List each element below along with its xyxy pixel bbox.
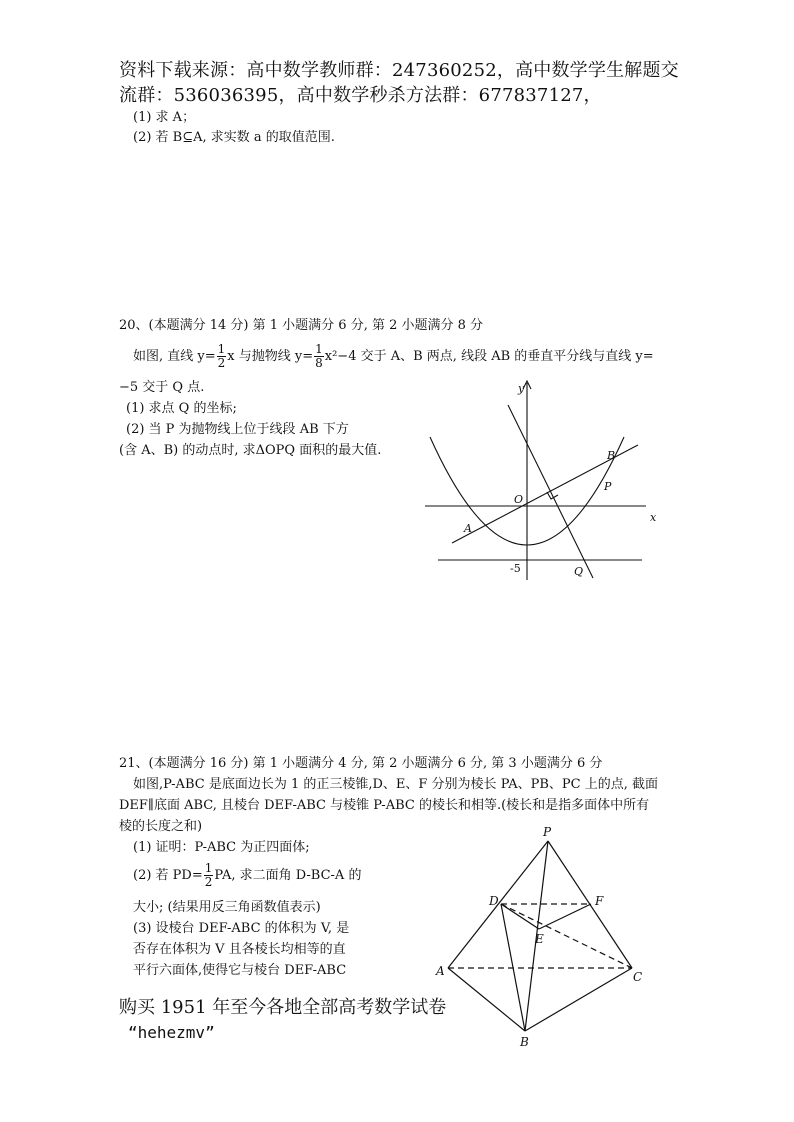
label-A: A xyxy=(436,964,445,978)
label-A: A xyxy=(464,522,472,535)
q21-figure xyxy=(435,822,650,1052)
q21-intro2: DEF∥底面 ABC, 且棱台 DEF-ABC 与棱锥 P-ABC 的棱长和相等.(棱长和是指多面体中所有 xyxy=(119,798,650,813)
edge-DC-hidden xyxy=(501,904,632,968)
footer-line-2: “hehezmv” xyxy=(128,1023,215,1042)
q20-heading: 20、(本题满分 14 分) 第 1 小题满分 6 分, 第 2 小题满分 8 分 xyxy=(119,318,484,333)
q20-part1: (1) 求点 Q 的坐标; xyxy=(126,401,237,416)
edge-CB xyxy=(525,968,632,1031)
label-O: O xyxy=(514,493,524,506)
q21-heading: 21、(本题满分 16 分) 第 1 小题满分 4 分, 第 2 小题满分 6 分, 第 3 小题满分 6 分 xyxy=(119,756,603,771)
label-B: B xyxy=(607,449,616,462)
label-B: B xyxy=(520,1035,529,1049)
frac-num: 1 xyxy=(204,861,213,875)
q21-part2 xyxy=(133,862,361,889)
frac-num: 1 xyxy=(217,342,226,356)
label-E: E xyxy=(535,932,544,946)
label-P: P xyxy=(604,480,612,493)
label-y: y xyxy=(518,382,525,395)
label-D: D xyxy=(489,894,499,908)
frac-den: 2 xyxy=(204,875,213,889)
q20-part2a: (2) 当 P 为抛物线上位于线段 AB 下方 xyxy=(126,422,349,437)
frac-den: 2 xyxy=(217,356,226,370)
label-F: F xyxy=(595,894,604,908)
q21-part1: (1) 证明：P-ABC 为正四面体; xyxy=(133,840,310,855)
header-line-2: 流群：536036395，高中数学秒杀方法群：677837127， xyxy=(119,85,602,106)
frac-den: 8 xyxy=(315,356,323,370)
q21-part2c: 大小; (结果用反三角函数值表示) xyxy=(133,900,321,915)
q21-intro3: 棱的长度之和) xyxy=(119,819,203,834)
footer-line-1: 购买 1951 年至今各地全部高考数学试卷 xyxy=(119,997,447,1018)
fraction xyxy=(314,343,324,370)
fraction xyxy=(217,343,227,370)
q21-part3c: 平行六面体,使得它与棱台 DEF-ABC xyxy=(133,963,347,978)
header-line-1: 资料下载来源：高中数学教师群：247360252，高中数学学生解题交 xyxy=(119,60,679,81)
q19-part2: (2) 若 B⊆A, 求实数 a 的取值范围. xyxy=(133,130,335,145)
label-C: C xyxy=(633,970,643,984)
q20-part2b: (含 A、B) 的动点时, 求ΔOPQ 面积的最大值. xyxy=(119,443,382,458)
edge-AB xyxy=(448,968,525,1031)
q21-part3a: (3) 设棱台 DEF-ABC 的体积为 V, 是 xyxy=(133,921,350,936)
label-P: P xyxy=(543,825,552,839)
fraction xyxy=(204,862,214,889)
q20-intro-d: −5 交于 Q 点. xyxy=(119,380,205,395)
edge-EF xyxy=(539,904,591,929)
q20-intro-b: x 与抛物线 y= xyxy=(227,349,314,364)
perp-bisector xyxy=(508,405,593,578)
q20-intro-c: x²−4 交于 A、B 两点, 线段 AB 的垂直平分线与直线 y= xyxy=(324,349,654,364)
q20-intro xyxy=(133,343,654,370)
q19-part1: (1) 求 A； xyxy=(133,110,196,125)
q20-intro-a: 如图, 直线 y= xyxy=(133,349,216,364)
edge-DE xyxy=(501,904,539,929)
label-x: x xyxy=(650,511,657,524)
q21-part2b: PA, 求二面角 D-BC-A 的 xyxy=(214,868,362,883)
frac-num: 1 xyxy=(315,342,323,356)
q20-figure xyxy=(410,375,670,585)
label-minus5: -5 xyxy=(510,562,521,575)
q21-part2a: (2) 若 PD= xyxy=(133,868,203,883)
q21-intro1: 如图,P-ABC 是底面边长为 1 的正三棱锥,D、E、F 分别为棱长 PA、PB、PC 上的点, 截面 xyxy=(133,777,659,792)
q21-part3b: 否存在体积为 V 且各棱长均相等的直 xyxy=(133,942,346,957)
label-Q: Q xyxy=(574,565,584,578)
